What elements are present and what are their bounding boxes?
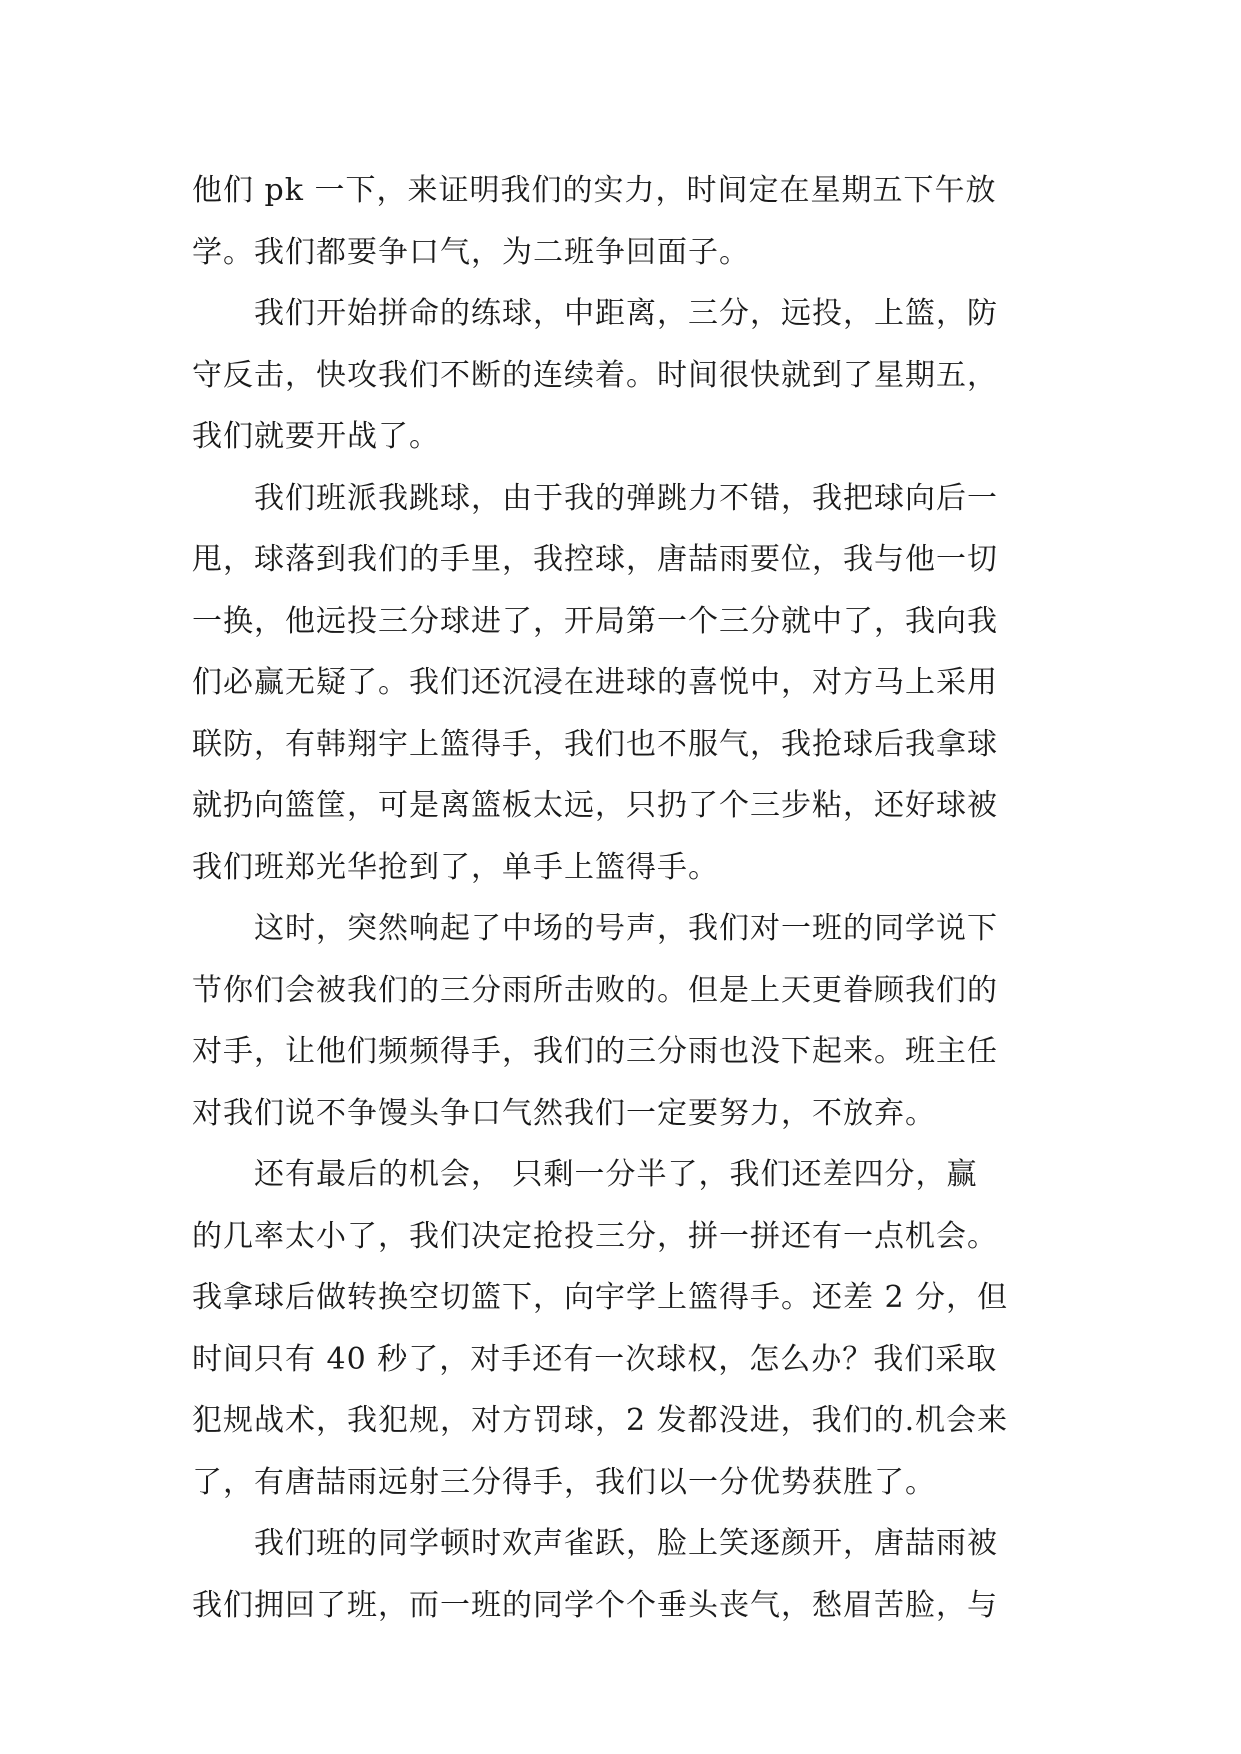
text-line: 甩，球落到我们的手里，我控球，唐喆雨要位，我与他一切 <box>192 542 998 577</box>
text-line: 我们班派我跳球，由于我的弹跳力不错，我把球向后一 <box>254 480 998 516</box>
text-line: 时间只有 40 秒了，对手还有一次球权，怎么办？我们采取 <box>192 1341 998 1377</box>
text-line: 的几率太小了，我们决定抢投三分，拼一拼还有一点机会。 <box>192 1218 998 1254</box>
text-line: 节你们会被我们的三分雨所击败的。但是上天更眷顾我们的 <box>192 972 998 1008</box>
text-line: 我们班郑光华抢到了，单手上篮得手。 <box>192 849 719 885</box>
text-line: 就扔向篮筐，可是离篮板太远，只扔了个三步粘，还好球被 <box>192 788 998 823</box>
text-line: 他们 pk 一下，来证明我们的实力，时间定在星期五下午放 <box>192 173 997 208</box>
text-line: 一换，他远投三分球进了，开局第一个三分就中了，我向我 <box>192 603 998 639</box>
paragraph <box>192 160 1072 283</box>
paragraph <box>192 468 1072 899</box>
document-body <box>192 160 1072 1636</box>
text-line: 犯规战术，我犯规，对方罚球，2 发都没进，我们的.机会来 <box>192 1403 1009 1438</box>
text-line: 对手，让他们频频得手，我们的三分雨也没下起来。班主任 <box>192 1034 998 1069</box>
paragraph <box>192 1513 1072 1636</box>
text-line: 还有最后的机会， 只剩一分半了，我们还差四分，赢 <box>254 1157 978 1192</box>
text-line: 了，有唐喆雨远射三分得手，我们以一分优势获胜了。 <box>192 1464 936 1500</box>
text-line: 联防，有韩翔宇上篮得手，我们也不服气，我抢球后我拿球 <box>192 726 998 762</box>
paragraph <box>192 283 1072 468</box>
text-line: 们必赢无疑了。我们还沉浸在进球的喜悦中，对方马上采用 <box>192 665 998 700</box>
text-line: 我们拥回了班，而一班的同学个个垂头丧气，愁眉苦脸，与 <box>192 1587 998 1623</box>
text-line: 我们开始拼命的练球，中距离，三分，远投，上篮，防 <box>254 296 998 331</box>
text-line: 我们班的同学顿时欢声雀跃，脸上笑逐颜开，唐喆雨被 <box>254 1526 998 1561</box>
text-line: 对我们说不争馒头争口气然我们一定要努力，不放弃。 <box>192 1095 936 1131</box>
text-line: 守反击，快攻我们不断的连续着。时间很快就到了星期五， <box>192 357 998 393</box>
paragraph <box>192 1144 1072 1513</box>
text-line: 学。我们都要争口气，为二班争回面子。 <box>192 234 750 270</box>
text-line: 这时，突然响起了中场的号声，我们对一班的同学说下 <box>254 911 998 946</box>
text-line: 我拿球后做转换空切篮下，向宇学上篮得手。还差 2 分，但 <box>192 1280 1009 1315</box>
paragraph <box>192 898 1072 1144</box>
text-line: 我们就要开战了。 <box>192 419 440 454</box>
